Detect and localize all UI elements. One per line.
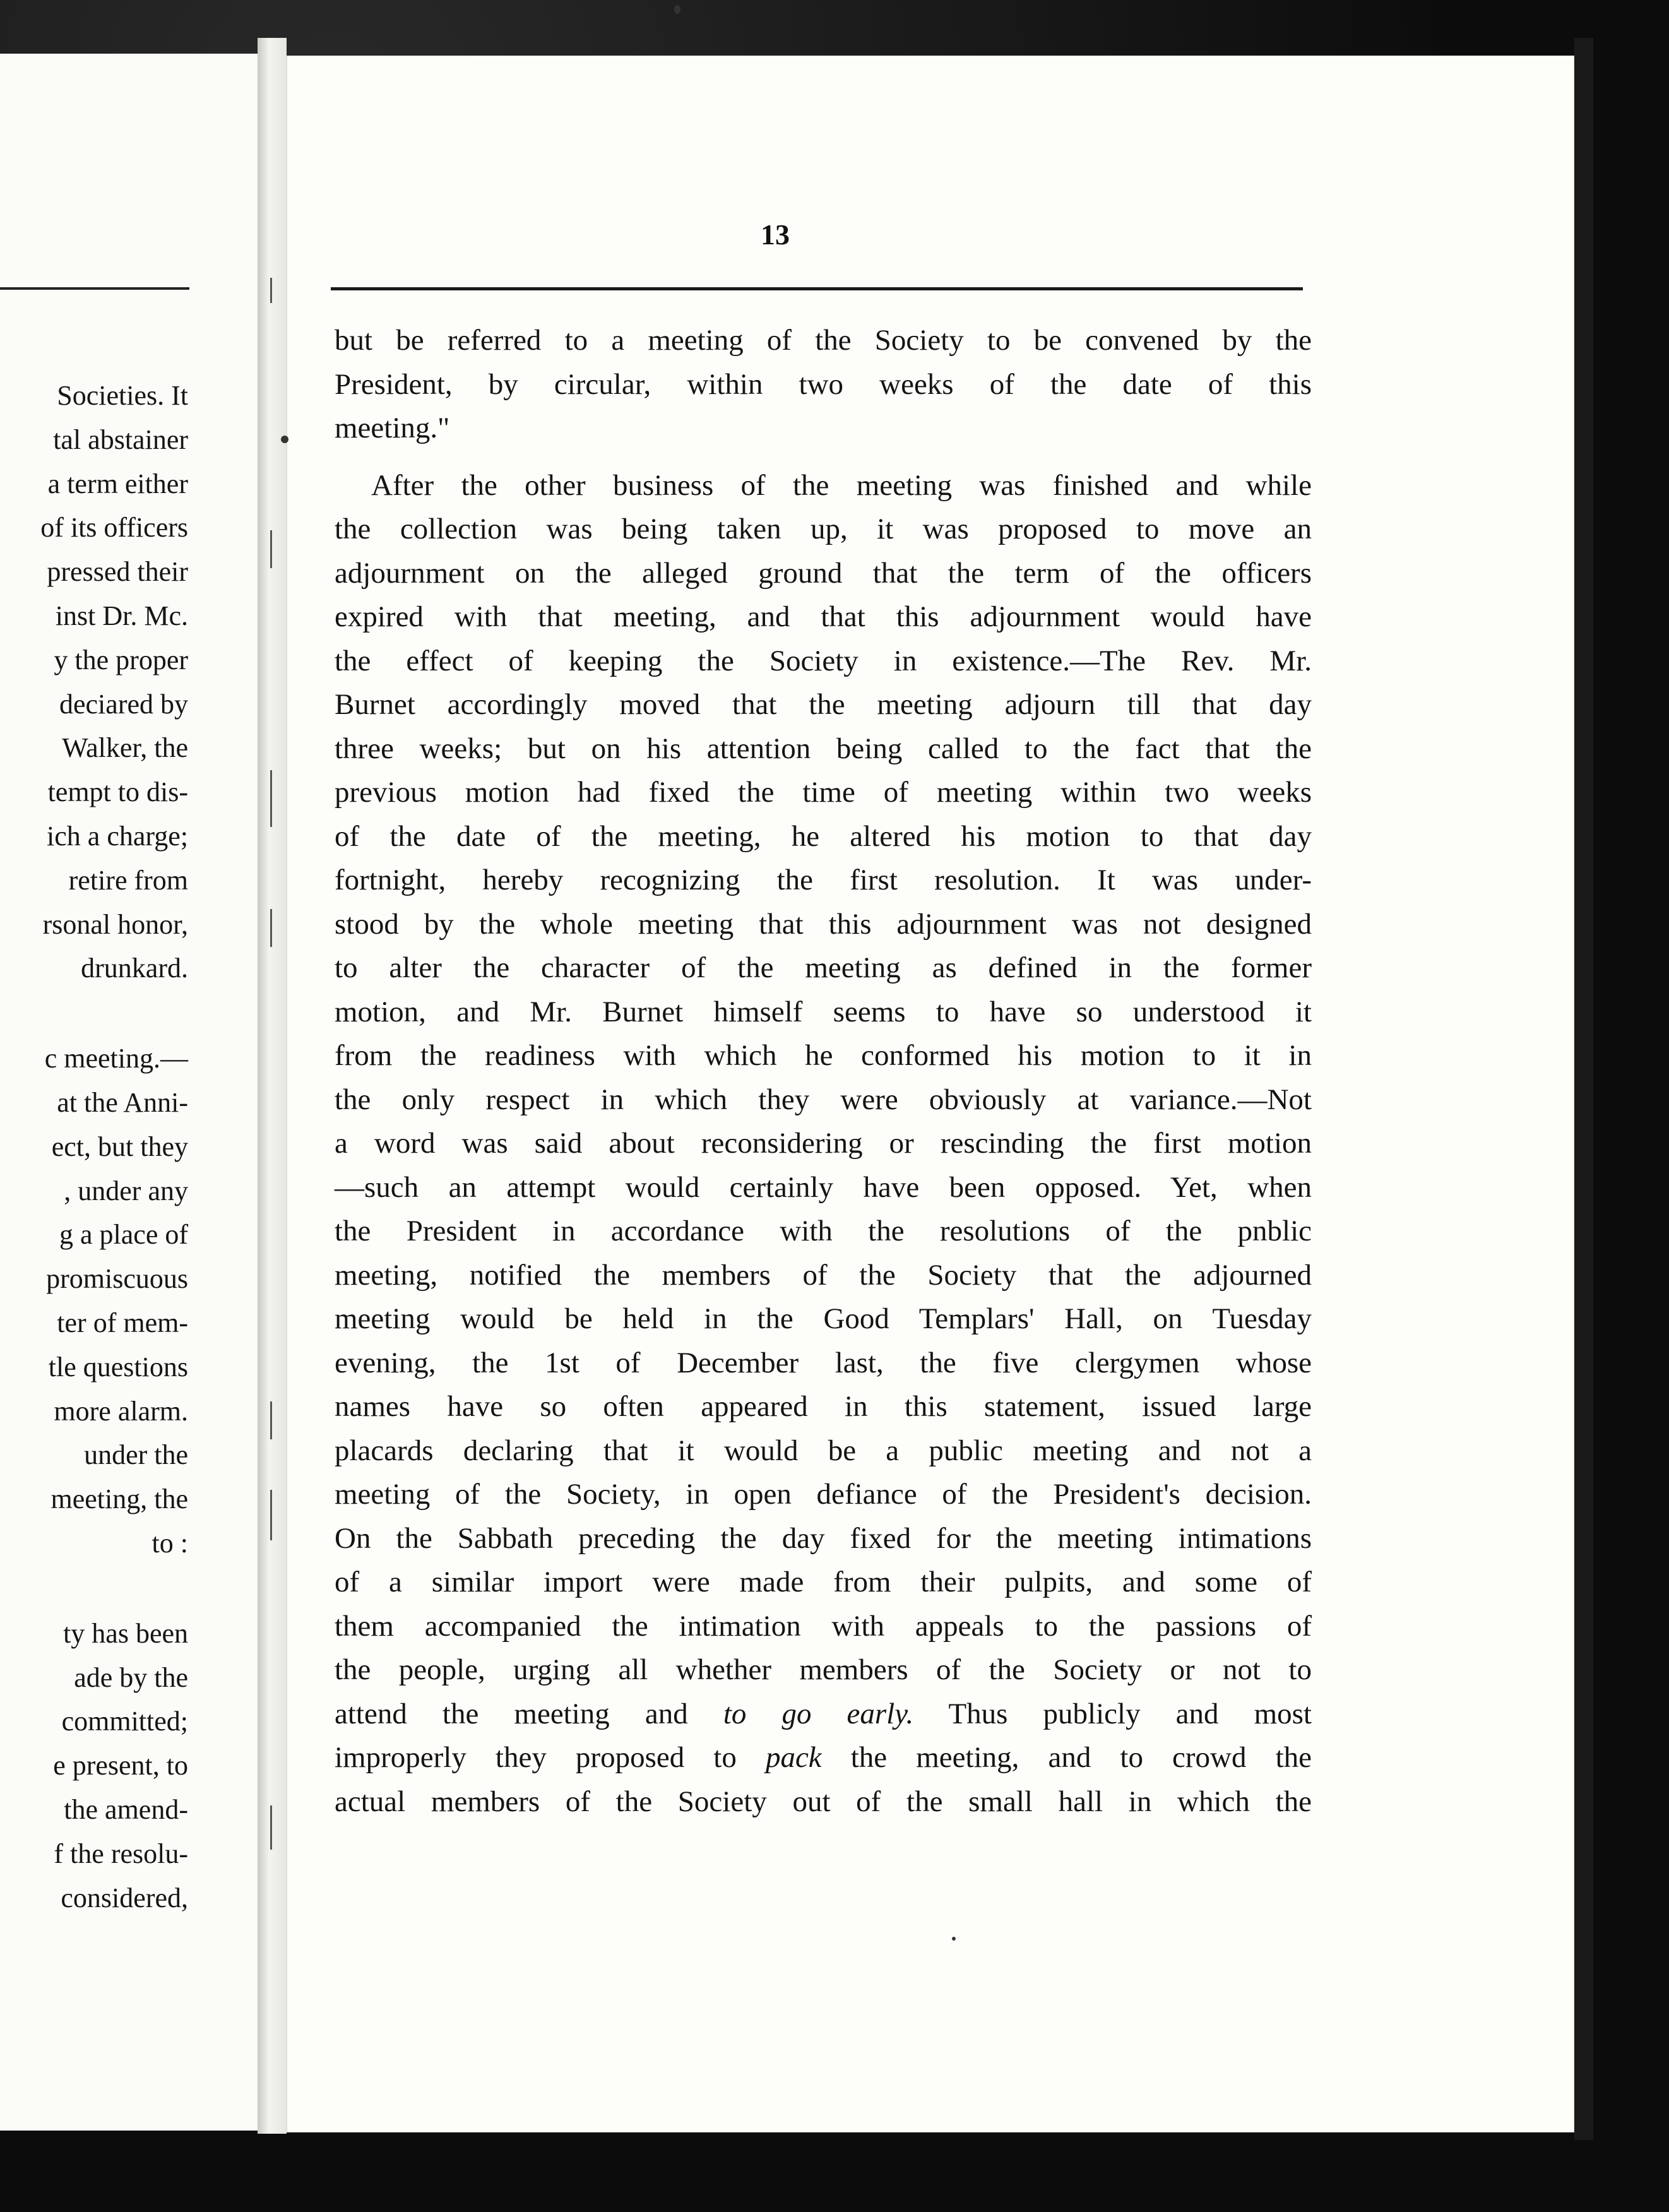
left-page-line: tal abstainer: [53, 424, 188, 455]
left-page-line: deciared by: [59, 688, 188, 720]
text-line: the only respect in which they were obviously at variance.—Not: [335, 1083, 1312, 1116]
left-page-line: a term either: [47, 468, 188, 499]
left-page-line: ter of mem-: [57, 1307, 188, 1338]
left-page-line: f the resolu-: [54, 1838, 188, 1869]
left-page-line: Walker, the: [62, 732, 188, 764]
text-line: On the Sabbath preceding the day fixed for the meeting intimations: [335, 1521, 1312, 1555]
text-line: expired with that meeting, and that this adjournment would have: [335, 600, 1312, 633]
emphasis-pack: pack: [765, 1741, 822, 1774]
left-page-line: promiscuous: [46, 1263, 188, 1295]
text-line: three weeks; but on his attention being called to the fact that the: [335, 732, 1312, 765]
text-line: evening, the 1st of December last, the five clergymen whose: [335, 1346, 1312, 1379]
gutter-mark: [270, 1490, 272, 1540]
left-page-line: Societies. It: [57, 380, 188, 411]
left-page-line: g a place of: [59, 1219, 188, 1251]
text-line: meeting.": [335, 412, 450, 444]
left-page-line: at the Anni-: [57, 1086, 188, 1118]
left-page-line: the amend-: [64, 1793, 188, 1825]
left-page-line: , under any: [64, 1175, 188, 1206]
gutter-mark: [270, 770, 272, 827]
left-page-line: e present, to: [53, 1750, 188, 1781]
left-page-header-rule: [0, 287, 189, 290]
text-line: of the date of the meeting, he altered his motion to that day: [335, 819, 1312, 853]
scan-speck: [952, 1937, 956, 1941]
left-page-line: c meeting.—: [44, 1043, 188, 1074]
page-number: 13: [761, 218, 790, 251]
text-line-final: actual members of the Society out of the small hall in which the: [335, 1785, 1312, 1818]
text-line: names have so often appeared in this statement, issued large: [335, 1390, 1312, 1423]
paragraphs: [335, 319, 1312, 1692]
text-line: the people, urging all whether members of the Society or not to: [335, 1653, 1312, 1686]
text-line: but be referred to a meeting of the Society to be convened by the: [335, 324, 1312, 357]
text-line: the President in accordance with the resolutions of the pnblic: [335, 1215, 1312, 1247]
header-rule: [331, 287, 1303, 290]
text-line: placards declaring that it would be a public meeting and not a: [335, 1434, 1312, 1467]
scan-speck: [674, 5, 680, 14]
body-text: [335, 319, 1312, 1824]
left-page-line: ty has been: [63, 1617, 188, 1649]
text-line: After the other business of the meeting was finished and while: [371, 468, 1312, 502]
left-page-line: inst Dr. Mc.: [55, 600, 188, 631]
text-line: them accompanied the intimation with appeals to the passions of: [335, 1609, 1312, 1643]
text-line: fortnight, hereby recognizing the first resolution. It was under-: [335, 864, 1312, 896]
gutter-mark: [270, 909, 272, 947]
text-line: motion, and Mr. Burnet himself seems to have so understood it: [335, 995, 1312, 1028]
text-line-early: attend the meeting and to go early. Thus publicly and most: [335, 1697, 1312, 1730]
left-page-line: y the proper: [54, 644, 188, 675]
left-page-line: ich a charge;: [47, 820, 188, 852]
text-line: meeting, notified the members of the Society that the adjourned: [335, 1258, 1312, 1292]
text-line: of a similar import were made from their pulpits, and some of: [335, 1566, 1312, 1598]
text-line: the effect of keeping the Society in existence.—The Rev. Mr.: [335, 644, 1312, 677]
emphasis-to-go-early: to go early.: [723, 1697, 914, 1730]
left-page-line: ade by the: [74, 1662, 188, 1693]
gutter-mark: [270, 530, 272, 568]
left-page-line: to :: [151, 1527, 188, 1559]
text-line: a word was said about reconsidering or rescinding the first motion: [335, 1127, 1312, 1160]
text-line: adjournment on the alleged ground that the term of the officers: [335, 556, 1312, 590]
paragraph-gap: [335, 451, 1312, 464]
text-line: —such an attempt would certainly have been opposed. Yet, when: [335, 1170, 1312, 1204]
text-line: stood by the whole meeting that this adjournment was not designed: [335, 907, 1312, 941]
text-line: meeting would be held in the Good Templars' Hall, on Tuesday: [335, 1302, 1312, 1335]
scan-speck: [281, 436, 288, 443]
left-page-line: retire from: [68, 864, 188, 896]
left-page-line: more alarm.: [54, 1395, 188, 1427]
left-page-line: tempt to dis-: [47, 776, 188, 808]
left-page-line: pressed their: [47, 556, 188, 588]
left-facing-page: [0, 54, 258, 2131]
text-line: the collection was being taken up, it was proposed to move an: [335, 513, 1312, 545]
left-page-line: ect, but they: [51, 1131, 188, 1162]
left-page-line: [0, 1566, 188, 1612]
left-page-line: tle questions: [48, 1351, 188, 1382]
left-page-line: under the: [84, 1439, 188, 1471]
text-line: previous motion had fixed the time of meeting within two weeks: [335, 776, 1312, 809]
left-page-line: rsonal honor,: [42, 908, 188, 940]
left-page-line: considered,: [61, 1882, 188, 1913]
text-line: Burnet accordingly moved that the meeting adjourn till that day: [335, 688, 1312, 721]
left-page-text-fragments: [0, 374, 188, 1920]
text-line-pack: improperly they proposed to pack the meeting, and to crowd the: [335, 1741, 1312, 1774]
left-page-line: [0, 990, 188, 1037]
left-page-line: drunkard.: [81, 953, 188, 984]
page-edge-shadow: [1574, 38, 1593, 2140]
left-page-line: of its officers: [40, 512, 188, 544]
left-page-line: committed;: [61, 1706, 188, 1737]
gutter-mark: [270, 278, 272, 303]
text-line: President, by circular, within two weeks of the date of this: [335, 367, 1312, 401]
gutter-mark: [270, 1805, 272, 1850]
text-line: to alter the character of the meeting as defined in the former: [335, 951, 1312, 984]
text-line: from the readiness with which he conformed his motion to it in: [335, 1039, 1312, 1072]
text-line: meeting of the Society, in open defiance of the President's decision.: [335, 1478, 1312, 1511]
left-page-line: meeting, the: [50, 1484, 188, 1515]
page-gutter: [258, 38, 287, 2134]
gutter-mark: [270, 1401, 272, 1439]
